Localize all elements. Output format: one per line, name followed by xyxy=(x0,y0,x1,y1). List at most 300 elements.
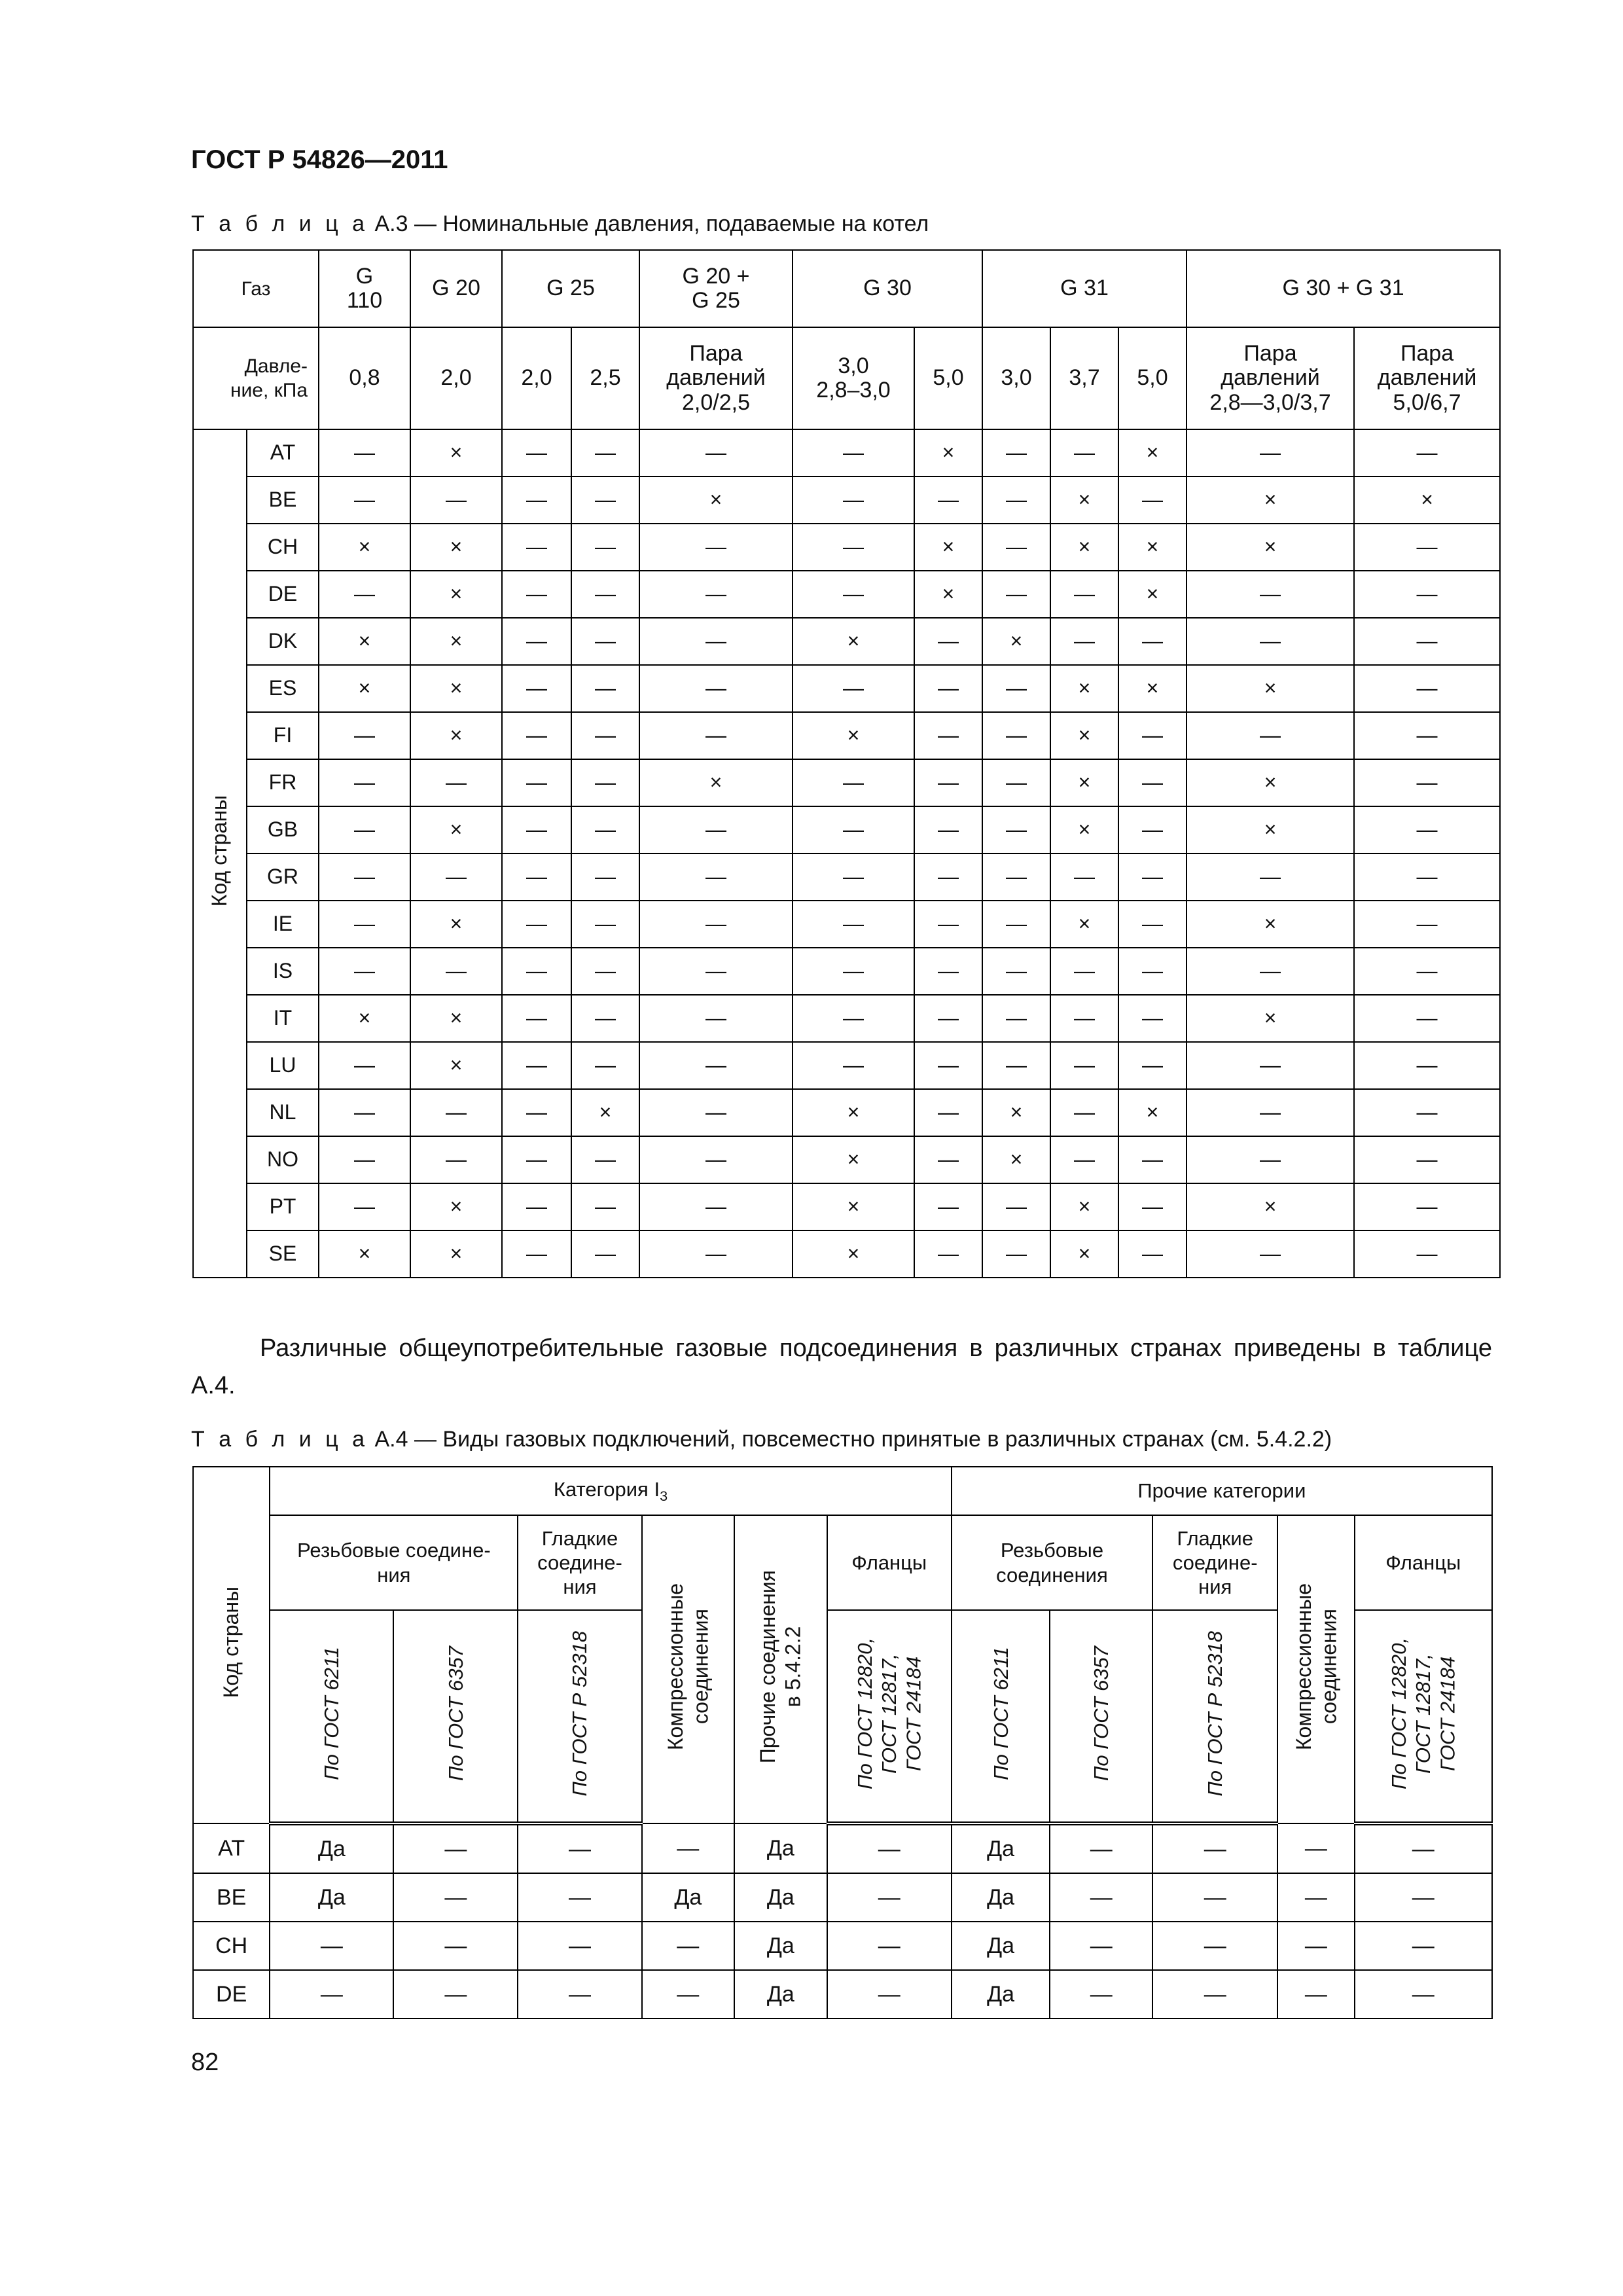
std-header: По ГОСТ 12820, ГОСТ 12817, ГОСТ 24184 xyxy=(1355,1610,1492,1823)
table-cell: × xyxy=(1186,759,1354,806)
table-cell: — xyxy=(1118,476,1186,524)
table-cell: — xyxy=(639,665,793,712)
table-cell: Да xyxy=(270,1873,393,1922)
table-cell: — xyxy=(502,665,571,712)
caption-text: А.3 — Номинальные давления, подаваемые на котел xyxy=(368,211,929,236)
table-cell: — xyxy=(571,665,639,712)
table-cell: — xyxy=(571,759,639,806)
table-cell: × xyxy=(914,571,982,618)
table-cell: — xyxy=(502,901,571,948)
table-cell: — xyxy=(639,853,793,901)
table-row xyxy=(193,476,1500,524)
table-cell: — xyxy=(1354,712,1500,759)
table-cell: — xyxy=(982,853,1050,901)
table-cell: — xyxy=(1118,853,1186,901)
table-cell: — xyxy=(571,901,639,948)
table-cell: — xyxy=(1354,759,1500,806)
table-cell: — xyxy=(502,618,571,665)
country-code-label xyxy=(193,429,247,1278)
table-cell: — xyxy=(270,1970,393,2018)
table-cell: — xyxy=(793,429,914,476)
table-cell: — xyxy=(571,1136,639,1183)
table-cell: — xyxy=(639,618,793,665)
table-cell: — xyxy=(914,948,982,995)
table-cell: — xyxy=(827,1823,952,1873)
table-cell: — xyxy=(319,1183,410,1230)
table-cell: — xyxy=(1354,806,1500,853)
table-cell: × xyxy=(1118,1089,1186,1136)
table-cell: — xyxy=(393,1823,518,1873)
table-cell: — xyxy=(793,948,914,995)
table-cell: × xyxy=(410,665,502,712)
table-row xyxy=(193,665,1500,712)
pressure-value: 2,0 xyxy=(410,327,502,429)
table-cell: — xyxy=(1118,712,1186,759)
table-cell: — xyxy=(410,1089,502,1136)
table-cell: — xyxy=(1354,524,1500,571)
table-cell: — xyxy=(502,853,571,901)
table-cell: — xyxy=(1050,948,1118,995)
pressure-value: 3,0 2,8–3,0 xyxy=(793,327,914,429)
table-cell: × xyxy=(319,665,410,712)
table-cell: — xyxy=(914,618,982,665)
table-cell: — xyxy=(1118,901,1186,948)
table-cell: × xyxy=(319,1230,410,1278)
table-cell: × xyxy=(410,1230,502,1278)
std-header: По ГОСТ Р 52318 xyxy=(518,1610,641,1823)
table-cell: — xyxy=(393,1970,518,2018)
table-cell: — xyxy=(1186,948,1354,995)
table-cell: — xyxy=(793,995,914,1042)
gas-group-header: G 25 xyxy=(502,250,639,327)
std-header: По ГОСТ 12820, ГОСТ 12817, ГОСТ 24184 xyxy=(827,1610,952,1823)
country-code-text: Код страны xyxy=(207,795,232,907)
country-code: IS xyxy=(247,948,319,995)
table-cell: — xyxy=(1277,1922,1354,1970)
table-cell: × xyxy=(793,1230,914,1278)
table-cell: — xyxy=(1050,1042,1118,1089)
table-cell: — xyxy=(1050,1136,1118,1183)
table-a3-caption xyxy=(191,211,929,237)
category-i3-header: Категория $I_3$ xyxy=(270,1467,952,1515)
table-row xyxy=(193,1042,1500,1089)
table-cell: × xyxy=(410,571,502,618)
table-row xyxy=(193,712,1500,759)
table-cell: — xyxy=(1050,571,1118,618)
table-cell: × xyxy=(410,618,502,665)
table-cell: — xyxy=(410,476,502,524)
table-cell: — xyxy=(914,1183,982,1230)
caption-prefix: Т а б л и ц а xyxy=(191,1427,369,1452)
table-cell: — xyxy=(793,759,914,806)
table-cell: — xyxy=(642,1922,735,1970)
std-header: По ГОСТ 6211 xyxy=(270,1610,393,1823)
table-cell: × xyxy=(1186,476,1354,524)
table-cell: × xyxy=(410,1183,502,1230)
gas-group-header: G 30 xyxy=(793,250,982,327)
table-cell: — xyxy=(502,1042,571,1089)
table-cell: — xyxy=(1277,1873,1354,1922)
table-cell: × xyxy=(410,995,502,1042)
table-cell: — xyxy=(1152,1970,1277,2018)
table-cell: — xyxy=(1152,1873,1277,1922)
table-cell: × xyxy=(1050,1230,1118,1278)
table-cell: × xyxy=(319,524,410,571)
table-a4 xyxy=(192,1466,1493,2019)
table-cell: Да xyxy=(952,1922,1050,1970)
table-cell: — xyxy=(518,1823,641,1873)
table-cell: × xyxy=(982,618,1050,665)
table-cell: — xyxy=(914,1136,982,1183)
table-cell: — xyxy=(1118,1230,1186,1278)
table-row xyxy=(193,1183,1500,1230)
table-cell: — xyxy=(410,1136,502,1183)
table-cell: × xyxy=(1050,665,1118,712)
table-cell: — xyxy=(982,901,1050,948)
table-cell: — xyxy=(982,948,1050,995)
table-cell: — xyxy=(914,1230,982,1278)
country-code: FR xyxy=(247,759,319,806)
table-cell: Да xyxy=(952,1970,1050,2018)
pressure-value: 2,5 xyxy=(571,327,639,429)
table-cell: — xyxy=(1050,995,1118,1042)
table-cell: — xyxy=(571,1183,639,1230)
country-code: FI xyxy=(247,712,319,759)
table-cell: — xyxy=(639,429,793,476)
table-cell: — xyxy=(1186,1089,1354,1136)
pressure-value: 3,7 xyxy=(1050,327,1118,429)
table-cell: — xyxy=(1118,759,1186,806)
table-a4-caption xyxy=(191,1427,1332,1452)
table-cell: × xyxy=(1118,665,1186,712)
table-cell: × xyxy=(410,1042,502,1089)
table-cell: — xyxy=(982,571,1050,618)
table-cell: — xyxy=(914,759,982,806)
table-row xyxy=(193,995,1500,1042)
pressure-value: Пара давлений 2,0/2,5 xyxy=(639,327,793,429)
table-cell: — xyxy=(982,1042,1050,1089)
country-code: DE xyxy=(247,571,319,618)
table-cell: — xyxy=(639,712,793,759)
table-cell: — xyxy=(518,1922,641,1970)
country-code: DE xyxy=(193,1970,270,2018)
country-code: PT xyxy=(247,1183,319,1230)
table-cell: — xyxy=(1354,618,1500,665)
table-cell: × xyxy=(982,1136,1050,1183)
table-cell: — xyxy=(319,1089,410,1136)
table-cell: — xyxy=(502,1089,571,1136)
table-cell: — xyxy=(1355,1970,1492,2018)
table-cell: — xyxy=(502,1136,571,1183)
country-code: AT xyxy=(193,1823,270,1873)
table-cell: × xyxy=(410,806,502,853)
pressure-value: Пара давлений 5,0/6,7 xyxy=(1354,327,1500,429)
table-cell: × xyxy=(571,1089,639,1136)
table-cell: — xyxy=(793,665,914,712)
table-cell: — xyxy=(1118,995,1186,1042)
table-cell: — xyxy=(571,618,639,665)
table-cell: — xyxy=(1152,1823,1277,1873)
table-cell: — xyxy=(1186,712,1354,759)
gas-group-header: G 110 xyxy=(319,250,410,327)
table-row xyxy=(193,429,1500,476)
country-code: SE xyxy=(247,1230,319,1278)
table-cell: — xyxy=(502,1183,571,1230)
gas-group-header: G 20 xyxy=(410,250,502,327)
smooth-header: Гладкие соедине- ния xyxy=(518,1515,641,1610)
table-cell: × xyxy=(1050,806,1118,853)
pressure-value: 5,0 xyxy=(914,327,982,429)
table-cell: × xyxy=(1186,1183,1354,1230)
table-cell: — xyxy=(1118,806,1186,853)
table-cell: — xyxy=(793,901,914,948)
table-cell: — xyxy=(1118,618,1186,665)
table-cell: × xyxy=(639,476,793,524)
table-row xyxy=(193,571,1500,618)
table-cell: × xyxy=(1186,901,1354,948)
gas-group-header: G 31 xyxy=(982,250,1186,327)
threaded-header: Резьбовые соединения xyxy=(952,1515,1152,1610)
page-number: 82 xyxy=(191,2049,219,2076)
table-cell: — xyxy=(319,759,410,806)
other-categories-header: Прочие категории xyxy=(952,1467,1492,1515)
table-cell: — xyxy=(1118,1136,1186,1183)
table-cell: — xyxy=(319,901,410,948)
table-cell: — xyxy=(1050,618,1118,665)
table-cell: × xyxy=(410,429,502,476)
table-cell: × xyxy=(319,618,410,665)
table-cell: — xyxy=(1050,429,1118,476)
table-cell: — xyxy=(393,1922,518,1970)
table-cell: — xyxy=(571,712,639,759)
table-cell: × xyxy=(1050,1183,1118,1230)
table-cell: — xyxy=(1355,1922,1492,1970)
table-cell: × xyxy=(914,429,982,476)
table-cell: × xyxy=(914,524,982,571)
table-cell: × xyxy=(410,901,502,948)
table-cell: — xyxy=(1354,1183,1500,1230)
table-cell: — xyxy=(1354,948,1500,995)
table-cell: — xyxy=(1186,618,1354,665)
table-cell: × xyxy=(793,618,914,665)
other-connections-header: Прочие соединения в 5.4.2.2 xyxy=(734,1515,827,1823)
table-cell: — xyxy=(502,1230,571,1278)
table-cell: — xyxy=(793,524,914,571)
table-cell: — xyxy=(1354,995,1500,1042)
table-cell: × xyxy=(1186,995,1354,1042)
table-cell: Да xyxy=(952,1873,1050,1922)
table-cell: — xyxy=(1050,1823,1152,1873)
table-row xyxy=(193,806,1500,853)
table-cell: × xyxy=(1118,429,1186,476)
table-row xyxy=(193,1873,1492,1922)
table-cell: — xyxy=(982,476,1050,524)
table-cell: — xyxy=(914,476,982,524)
compression-header: Компрессионные соединения xyxy=(642,1515,735,1823)
country-code-header: Код страны xyxy=(193,1467,270,1823)
table-cell: — xyxy=(793,1042,914,1089)
std-header: По ГОСТ 6357 xyxy=(393,1610,518,1823)
table-cell: — xyxy=(319,948,410,995)
table-cell: — xyxy=(571,1230,639,1278)
flanges-header: Фланцы xyxy=(1355,1515,1492,1610)
table-cell: — xyxy=(1354,1042,1500,1089)
table-cell: — xyxy=(502,995,571,1042)
pressure-value: Пара давлений 2,8—3,0/3,7 xyxy=(1186,327,1354,429)
table-cell: — xyxy=(982,759,1050,806)
table-cell: × xyxy=(793,1089,914,1136)
country-code: GR xyxy=(247,853,319,901)
country-code: IE xyxy=(247,901,319,948)
table-cell: — xyxy=(1050,1970,1152,2018)
table-cell: — xyxy=(982,524,1050,571)
flanges-header: Фланцы xyxy=(827,1515,952,1610)
body-paragraph: Различные общеупотребительные газовые подсоединения в различных странах приведены в таблице А.4. xyxy=(191,1335,1492,1399)
table-cell: — xyxy=(1186,429,1354,476)
table-cell: — xyxy=(793,853,914,901)
table-cell: — xyxy=(827,1873,952,1922)
pressure-value: 5,0 xyxy=(1118,327,1186,429)
table-cell: — xyxy=(1277,1823,1354,1873)
table-a3 xyxy=(192,249,1501,1278)
table-cell: — xyxy=(639,1230,793,1278)
table-cell: — xyxy=(502,948,571,995)
table-row xyxy=(193,1230,1500,1278)
table-cell: — xyxy=(502,571,571,618)
table-cell: — xyxy=(639,524,793,571)
table-cell: — xyxy=(827,1922,952,1970)
table-cell: — xyxy=(639,806,793,853)
std-header: По ГОСТ 6357 xyxy=(1050,1610,1152,1823)
table-cell: — xyxy=(1186,1136,1354,1183)
table-cell: — xyxy=(319,853,410,901)
table-cell: — xyxy=(319,476,410,524)
country-code: CH xyxy=(247,524,319,571)
country-code: DK xyxy=(247,618,319,665)
table-cell: × xyxy=(793,712,914,759)
table-row xyxy=(193,1089,1500,1136)
table-cell: — xyxy=(410,759,502,806)
table-row xyxy=(193,1136,1500,1183)
gas-group-header: G 20 + G 25 xyxy=(639,250,793,327)
table-cell: — xyxy=(1152,1922,1277,1970)
table-cell: — xyxy=(571,429,639,476)
table-cell: — xyxy=(1050,1089,1118,1136)
table-cell: × xyxy=(1118,524,1186,571)
country-code: BE xyxy=(193,1873,270,1922)
table-row xyxy=(193,853,1500,901)
table-cell: — xyxy=(982,995,1050,1042)
table-cell: — xyxy=(502,712,571,759)
table-cell: Да xyxy=(734,1873,827,1922)
table-cell: × xyxy=(410,712,502,759)
table-cell: — xyxy=(319,712,410,759)
table-cell: — xyxy=(1186,853,1354,901)
caption-text: А.4 — Виды газовых подключений, повсеместно принятые в различных странах (см. 5.4.2.2) xyxy=(368,1427,1332,1452)
table-cell: — xyxy=(571,806,639,853)
table-cell: — xyxy=(914,1089,982,1136)
table-cell: — xyxy=(982,806,1050,853)
table-cell: — xyxy=(502,524,571,571)
table-cell: — xyxy=(571,571,639,618)
pressure-label: Давле- ние, кПа xyxy=(193,327,319,429)
table-cell: — xyxy=(914,853,982,901)
pressure-header-row xyxy=(193,327,1500,429)
table-cell: — xyxy=(571,853,639,901)
table-row xyxy=(193,1970,1492,2018)
table-cell: × xyxy=(1186,665,1354,712)
table-cell: — xyxy=(793,806,914,853)
table-cell: — xyxy=(1354,429,1500,476)
table-row xyxy=(193,901,1500,948)
table-cell: × xyxy=(1050,524,1118,571)
country-code: NO xyxy=(247,1136,319,1183)
std-header: По ГОСТ Р 52318 xyxy=(1152,1610,1277,1823)
table-cell: — xyxy=(1354,853,1500,901)
country-code: AT xyxy=(247,429,319,476)
table-cell: — xyxy=(1354,1136,1500,1183)
table-cell: — xyxy=(571,1042,639,1089)
table-cell: — xyxy=(914,665,982,712)
pressure-value: 0,8 xyxy=(319,327,410,429)
country-code: NL xyxy=(247,1089,319,1136)
caption-prefix: Т а б л и ц а xyxy=(191,211,369,236)
table-row xyxy=(193,759,1500,806)
table-cell: × xyxy=(1186,806,1354,853)
table-row xyxy=(193,1823,1492,1873)
table-cell: — xyxy=(1118,1042,1186,1089)
table-cell: Да xyxy=(734,1970,827,2018)
smooth-header: Гладкие соедине- ния xyxy=(1152,1515,1277,1610)
table-cell: × xyxy=(639,759,793,806)
table-cell: Да xyxy=(642,1873,735,1922)
table-cell: — xyxy=(982,1183,1050,1230)
table-cell: × xyxy=(410,524,502,571)
table-cell: × xyxy=(982,1089,1050,1136)
table-cell: — xyxy=(982,1230,1050,1278)
table-cell: Да xyxy=(734,1823,827,1873)
table-cell: — xyxy=(502,759,571,806)
table-cell: — xyxy=(571,524,639,571)
table-cell: — xyxy=(1118,948,1186,995)
table-cell: — xyxy=(914,1042,982,1089)
pressure-value: 3,0 xyxy=(982,327,1050,429)
table-cell: — xyxy=(502,476,571,524)
country-code: ES xyxy=(247,665,319,712)
table-cell: — xyxy=(1050,853,1118,901)
table-row xyxy=(193,1922,1492,1970)
table-cell: — xyxy=(1186,571,1354,618)
table-cell: — xyxy=(639,1042,793,1089)
table-cell: — xyxy=(1355,1823,1492,1873)
table-cell: — xyxy=(571,995,639,1042)
table-cell: — xyxy=(319,1136,410,1183)
threaded-header: Резьбовые соедине- ния xyxy=(270,1515,518,1610)
country-code: IT xyxy=(247,995,319,1042)
table-cell: — xyxy=(1277,1970,1354,2018)
table-cell: × xyxy=(1050,759,1118,806)
compression-header: Компрессионные соединения xyxy=(1277,1515,1354,1823)
gas-header-row xyxy=(193,250,1500,327)
table-cell: — xyxy=(639,948,793,995)
country-code: CH xyxy=(193,1922,270,1970)
country-code: GB xyxy=(247,806,319,853)
table-cell: — xyxy=(793,476,914,524)
table-cell: — xyxy=(1354,571,1500,618)
table-cell: — xyxy=(793,571,914,618)
table-cell: — xyxy=(639,901,793,948)
table-cell: × xyxy=(1050,476,1118,524)
